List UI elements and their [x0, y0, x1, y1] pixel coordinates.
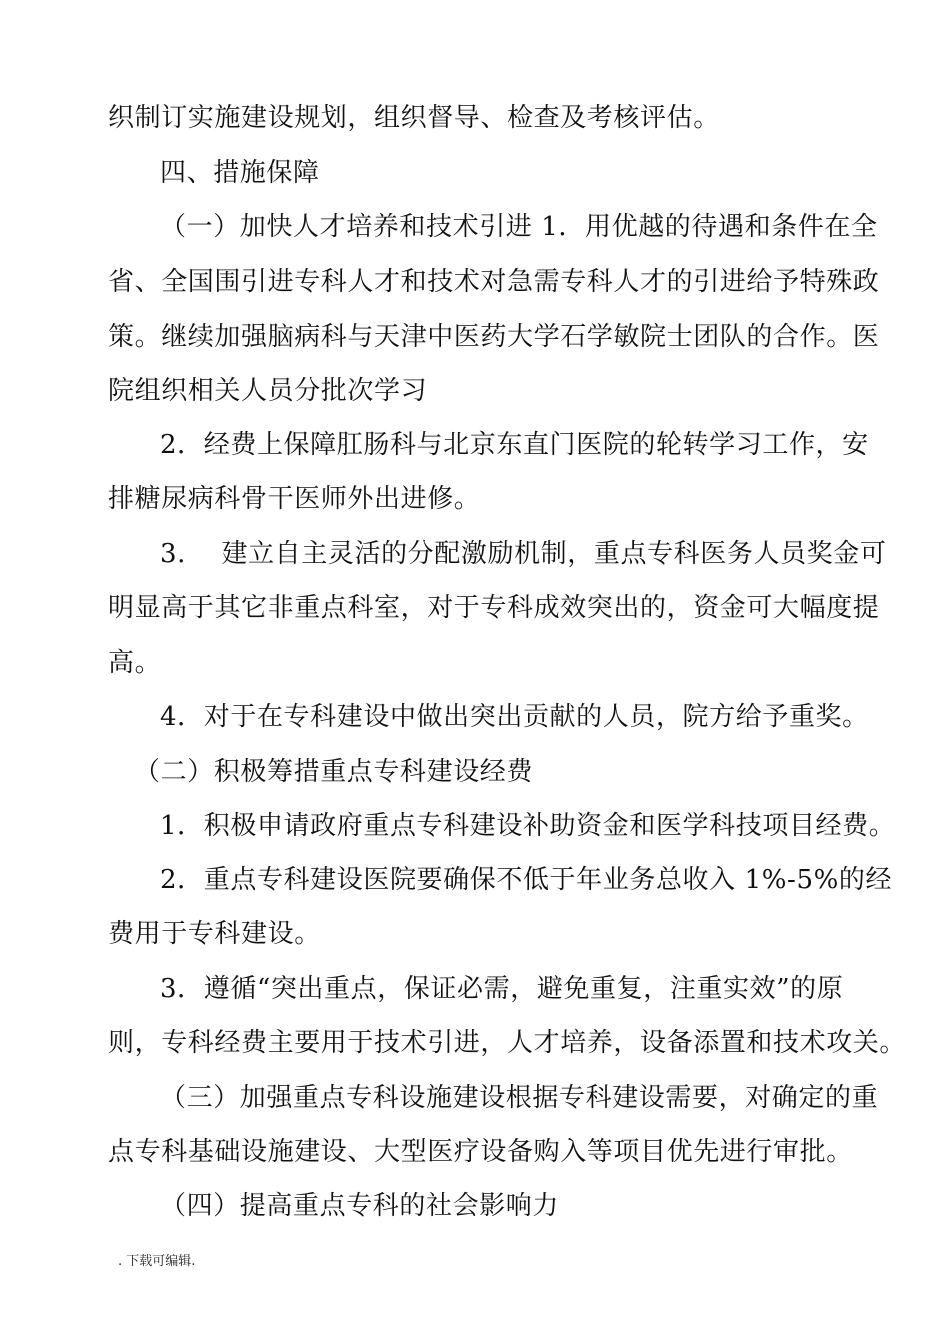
- footer-note: . 下载可编辑.: [118, 1254, 196, 1269]
- paragraph-line-11: 高。: [108, 648, 162, 678]
- paragraph-line-10: 明显高于其它非重点科室，对于专科成效突出的，资金可大幅度提: [108, 593, 880, 623]
- paragraph-line-7: 2．经费上保障肛肠科与北京东直门医院的轮转学习工作，安: [160, 430, 869, 460]
- section-heading-influence: （四）提高重点专科的社会影响力: [160, 1191, 560, 1221]
- paragraph-line-19: （三）加强重点专科设施建设根据专科建设需要，对确定的重: [160, 1083, 879, 1113]
- paragraph-line-20: 点专科基础设施建设、大型医疗设备购入等项目优先进行审批。: [108, 1137, 853, 1167]
- paragraph-line-1: 织制订实施建设规划，组织督导、检查及考核评估。: [108, 103, 720, 133]
- paragraph-line-8: 排糖尿病科骨干医师外出进修。: [108, 484, 481, 514]
- paragraph-line-5: 策。继续加强脑病科与天津中医药大学石学敏院士团队的合作。医: [108, 322, 880, 352]
- section-heading-measures: 四、措施保障: [160, 158, 320, 188]
- paragraph-line-15: 2．重点专科建设医院要确保不低于年业务总收入 1%-5%的经: [160, 865, 893, 895]
- paragraph-line-4: 省、全国围引进专科人才和技术对急需专科人才的引进给予特殊政: [108, 267, 880, 297]
- paragraph-line-14: 1．积极申请政府重点专科建设补助资金和医学科技项目经费。: [160, 811, 896, 841]
- paragraph-line-3: （一）加快人才培养和技术引进 1．用优越的待遇和条件在全: [160, 212, 878, 242]
- paragraph-line-9: 3. 建立自主灵活的分配激励机制，重点专科医务人员奖金可: [160, 539, 887, 569]
- paragraph-line-16: 费用于专科建设。: [108, 919, 321, 949]
- paragraph-line-6: 院组织相关人员分批次学习: [108, 376, 428, 406]
- paragraph-line-18: 则，专科经费主要用于技术引进，人才培养，设备添置和技术攻关。: [108, 1028, 907, 1058]
- paragraph-line-17: 3．遵循“突出重点，保证必需，避免重复，注重实效”的原: [160, 974, 844, 1004]
- paragraph-line-12: 4．对于在专科建设中做出突出贡献的人员，院方给予重奖。: [160, 702, 869, 732]
- section-heading-funding: （二）积极筹措重点专科建设经费: [134, 757, 534, 787]
